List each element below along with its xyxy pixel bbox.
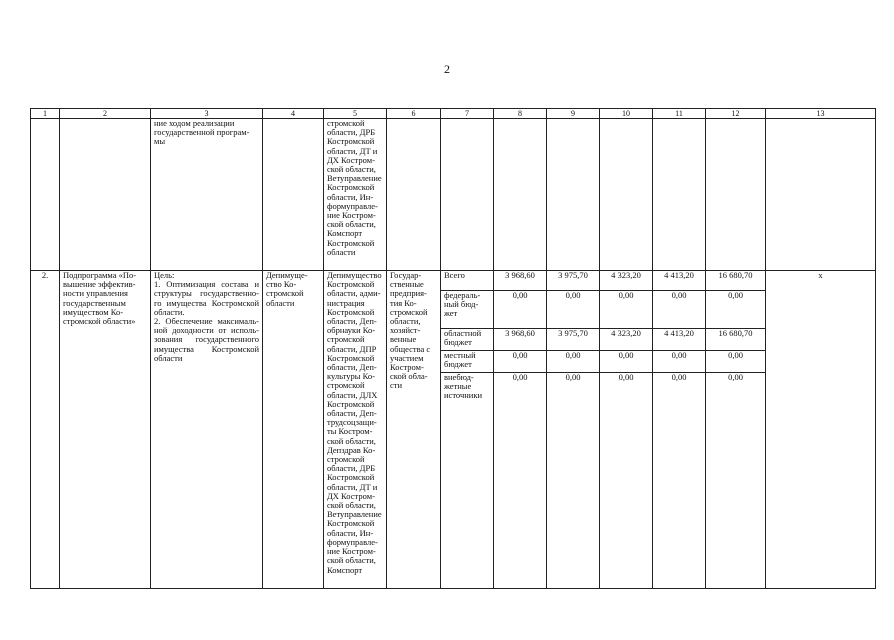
continued-participants: стромской области, ДРБ Костромской области, ДТ и ДХ Костром- ской области, Ветуправление Костромской области, Ин- формуправле- ние Костром- ской области, Комспорт Костромской области — [324, 119, 387, 271]
column-number: 7 — [441, 109, 494, 119]
funding-source-label: внебюд- жетные источники — [441, 372, 493, 410]
column-number: 12 — [706, 109, 766, 119]
funding-value: 0,00 — [494, 290, 546, 328]
column-number: 3 — [151, 109, 263, 119]
funding-value: 3 975,70 — [547, 328, 599, 350]
funding-column-11 — [653, 271, 706, 589]
program-table — [30, 108, 876, 589]
funding-value: 0,00 — [494, 372, 546, 410]
goal-item: 2. Обеспечение максималь-ной доходности от исполь-зования государственного имущества Костромской области — [154, 316, 259, 363]
funding-column-12 — [706, 271, 766, 589]
funding-value: 4 413,20 — [653, 328, 705, 350]
funding-value: 0,00 — [600, 372, 652, 410]
funding-value: 0,00 — [706, 350, 765, 372]
funding-value: 3 968,60 — [505, 271, 535, 280]
column-number: 11 — [653, 109, 706, 119]
funding-sources — [441, 271, 494, 589]
column-number: 5 — [324, 109, 387, 119]
funding-value: 4 323,20 — [611, 271, 641, 280]
column-number: 9 — [547, 109, 600, 119]
funding-source-label: местный бюджет — [441, 350, 493, 372]
funding-value: 0,00 — [547, 350, 599, 372]
funding-source-label: областной бюджет — [441, 328, 493, 350]
funding-value: 0,00 — [547, 290, 599, 328]
co-executors: Депимущество Костромской области, адми- нистрация Костромской области, Деп- обрнауки Ко- стромской области, ДПР Костромской области, Деп- культуры Ко- стромской области, ДЛХ Костромской области, Деп- трудсоцзащи- ты Костром- ской области, Депздрав Ко- стромской области, ДРБ Костромской области, ДТ и ДХ Костром- ской области, Ветуправление Костромской области, Ин- формуправле- ние Костром- ской области, Комспорт — [324, 271, 387, 589]
funding-value: 0,00 — [600, 350, 652, 372]
column-number: 13 — [766, 109, 876, 119]
funding-value: 0,00 — [653, 290, 705, 328]
funding-value: 3 968,60 — [494, 328, 546, 350]
continued-table-row — [31, 119, 876, 271]
column-number: 1 — [31, 109, 60, 119]
partners: Государ- ственные предприя- тия Ко- стромской области, хозяйст- венные общества с участием Костром- ской обла- сти — [387, 271, 441, 589]
column-number: 10 — [600, 109, 653, 119]
funding-value: 0,00 — [706, 290, 765, 328]
column-number-row — [31, 109, 876, 119]
funding-value: 4 413,20 — [664, 271, 694, 280]
funding-value: 0,00 — [600, 290, 652, 328]
funding-value: 0,00 — [494, 350, 546, 372]
page-number: 2 — [444, 62, 450, 76]
responsible-executor: Депимуще- ство Ко- стромской области — [263, 271, 324, 589]
funding-column-8 — [494, 271, 547, 589]
column-number: 2 — [60, 109, 151, 119]
continued-goal-text: ние ходом реализации государственной програм- мы — [151, 119, 263, 271]
funding-value: 0,00 — [653, 350, 705, 372]
funding-value: 0,00 — [706, 372, 765, 410]
funding-column-10 — [600, 271, 653, 589]
funding-value: 16 680,70 — [706, 328, 765, 350]
funding-source-label: федераль- ный бюд- жет — [441, 290, 493, 328]
column-number: 4 — [263, 109, 324, 119]
funding-column-9 — [547, 271, 600, 589]
column-13-mark: x — [766, 271, 876, 589]
subprogram-name: Подпрограмма «По- вышение эффектив- ности управления государственным имуществом Ко- стромской области» — [60, 271, 151, 589]
funding-value: 0,00 — [547, 372, 599, 410]
subprogram-row — [31, 271, 876, 589]
subprogram-goals — [151, 271, 263, 589]
funding-value: 0,00 — [653, 372, 705, 410]
funding-source-label: Всего — [444, 271, 465, 280]
row-number: 2. — [31, 271, 60, 589]
column-number: 8 — [494, 109, 547, 119]
funding-value: 16 680,70 — [718, 271, 753, 280]
funding-value: 4 323,20 — [600, 328, 652, 350]
funding-value: 3 975,70 — [558, 271, 588, 280]
goal-title: Цель: — [154, 270, 175, 280]
column-number: 6 — [387, 109, 441, 119]
goal-item: 1. Оптимизация состава и структуры государственно-го имущества Костромской области. — [154, 279, 259, 317]
